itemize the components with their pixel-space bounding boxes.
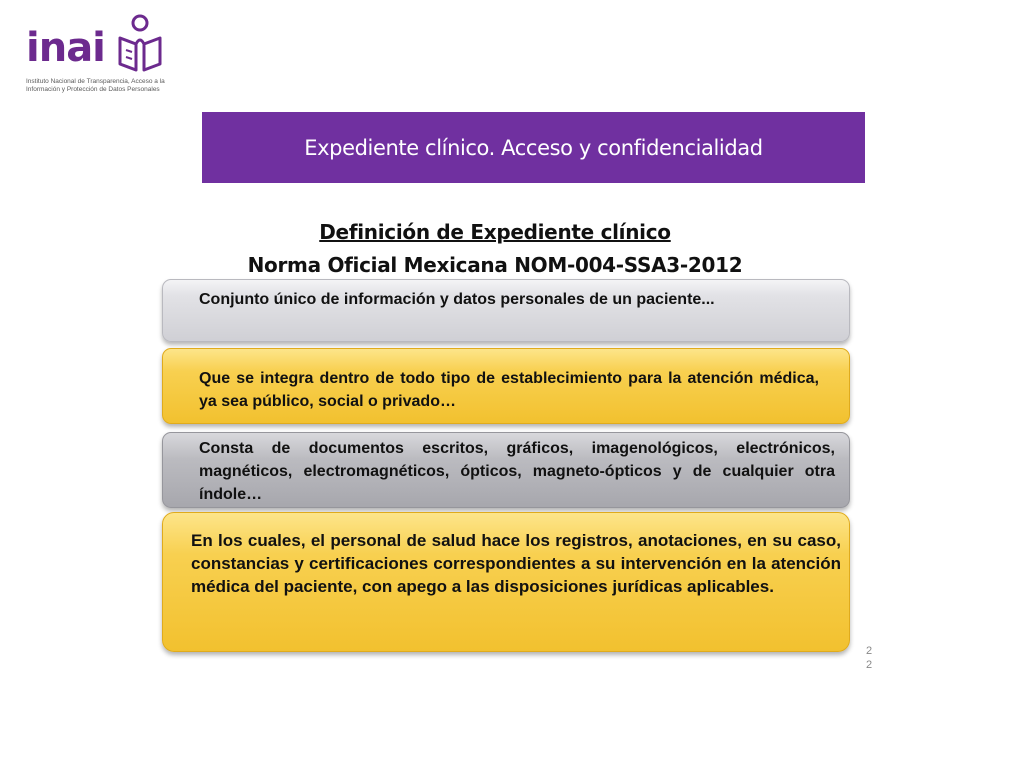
slide-title-bar (202, 112, 865, 183)
page-number: 22 (865, 645, 873, 671)
definition-box-3 (162, 432, 850, 508)
logo-subtitle-line: Instituto Nacional de Transparencia, Acceso a la (26, 78, 165, 85)
definition-heading: Definición de Expediente clínico (319, 220, 671, 244)
definition-box-2 (162, 348, 850, 424)
definition-box-1-text: Conjunto único de información y datos personales de un paciente... (199, 291, 715, 308)
definition-box-2-text: Que se integra dentro de todo tipo de establecimiento para la atención médica, ya sea público, social o privado… (199, 370, 819, 410)
logo-person-book-icon (110, 14, 166, 74)
definition-box-4-text: En los cuales, el personal de salud hace los registros, anotaciones, en su caso, constancias y certificaciones correspondientes a su intervención en la atención médica del paciente, con apego a las disposiciones jurídicas aplicables. (191, 531, 841, 596)
inai-logo (22, 14, 172, 96)
logo-wordmark: inai (26, 25, 105, 71)
definition-box-4 (162, 512, 850, 652)
slide-title: Expediente clínico. Acceso y confidencialidad (304, 135, 763, 160)
logo-subtitle (26, 78, 166, 94)
definition-box-3-text: Consta de documentos escritos, gráficos, imagenológicos, electrónicos, magnéticos, electromagnéticos, ópticos, magneto-ópticos y de cualquier otra índole… (199, 440, 835, 503)
logo-subtitle-line: Información y Protección de Datos Personales (26, 86, 160, 93)
norm-heading: Norma Oficial Mexicana NOM-004-SSA3-2012 (247, 253, 743, 277)
definition-box-1 (162, 279, 850, 342)
